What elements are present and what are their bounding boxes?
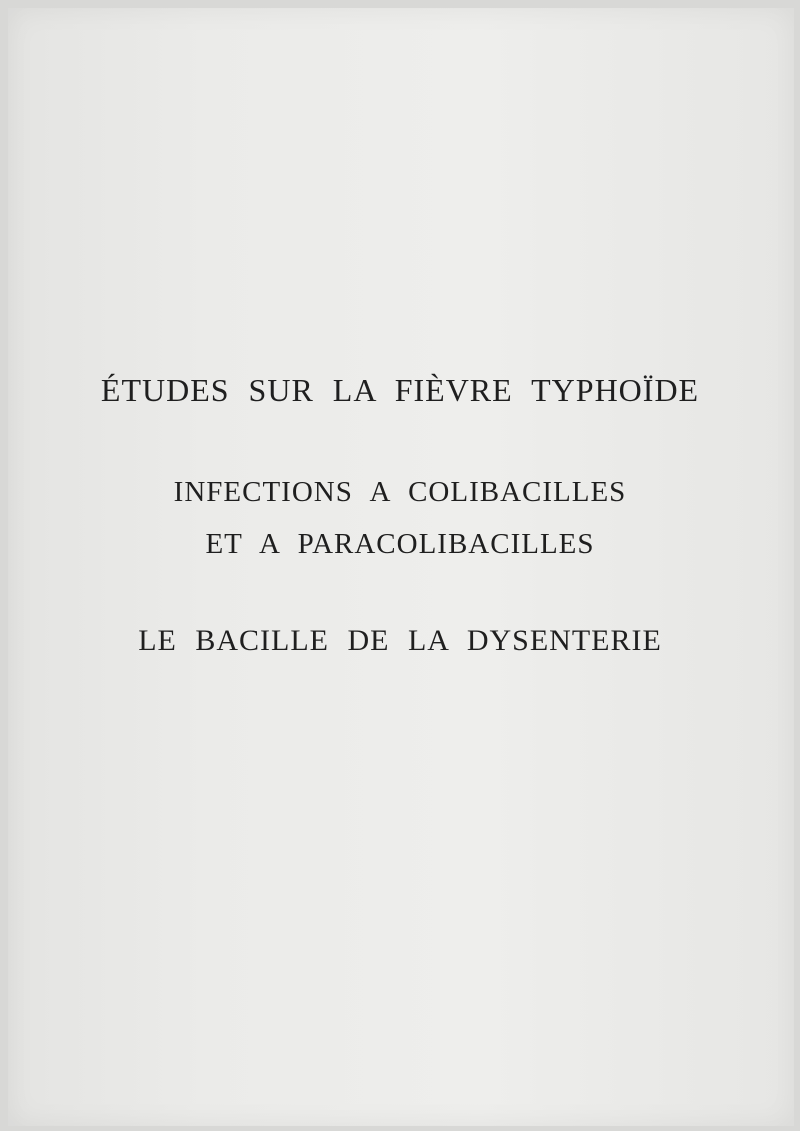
heading-paracolibacilles: ET A PARACOLIBACILLES (205, 528, 595, 560)
heading-infections-colibacilles: INFECTIONS A COLIBACILLES (173, 476, 627, 508)
document-page (8, 8, 794, 1126)
heading-bacille-dysenterie: LE BACILLE DE LA DYSENTERIE (138, 624, 662, 657)
heading-fievre-typhoide: ÉTUDES SUR LA FIÈVRE TYPHOÏDE (100, 372, 700, 408)
